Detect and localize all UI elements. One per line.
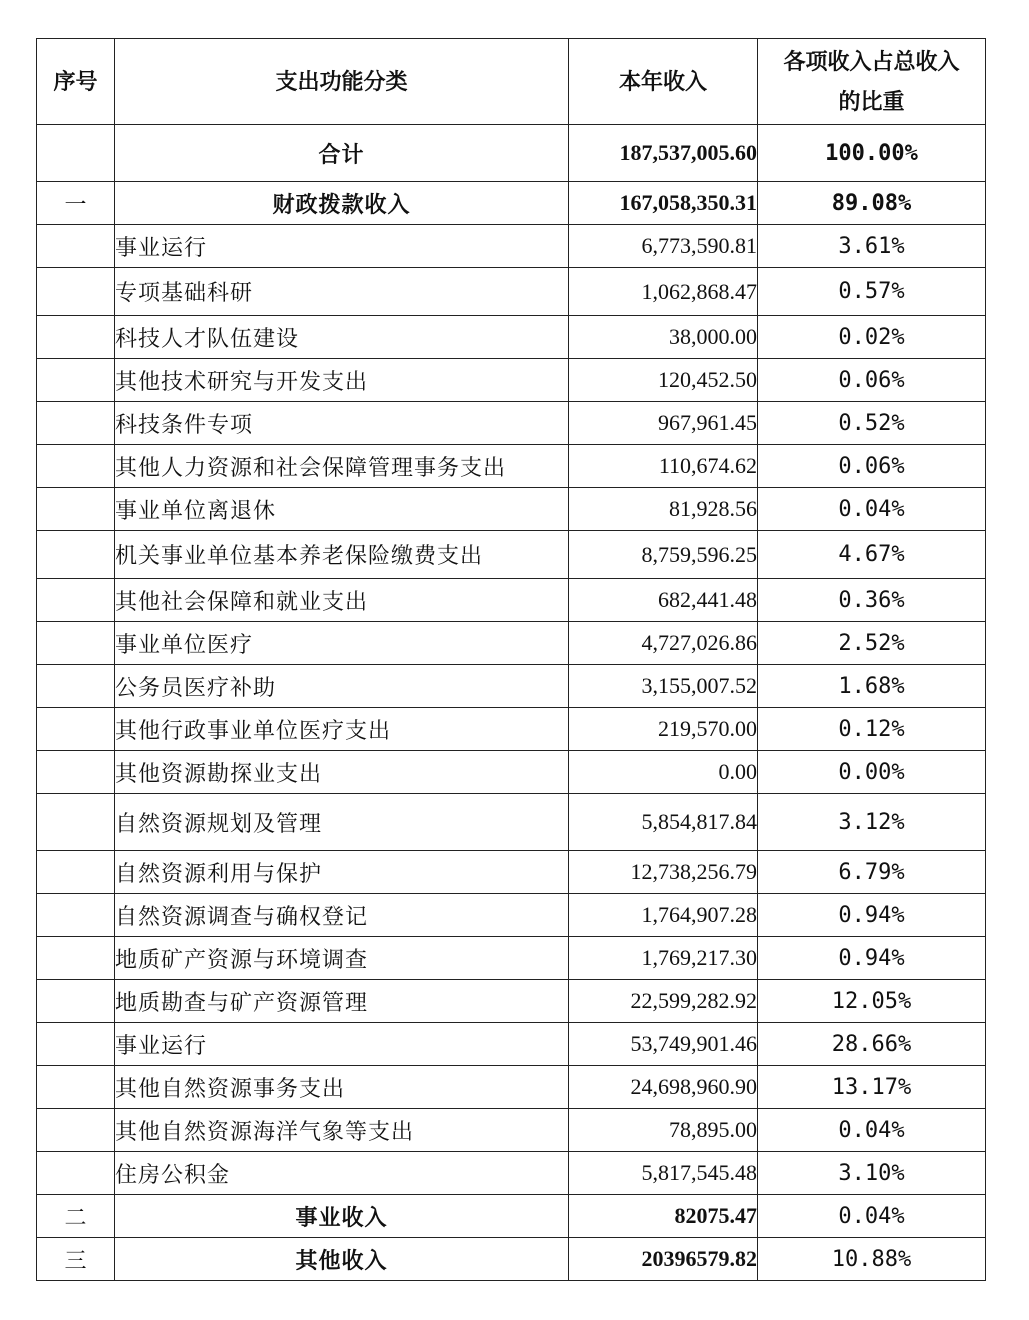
- header-income: 本年收入: [569, 39, 758, 125]
- item-seq: [37, 894, 115, 937]
- item-income: 38,000.00: [569, 316, 758, 359]
- item-ratio: 0.00%: [758, 751, 986, 794]
- section-row-2: [37, 1195, 986, 1238]
- section-category: 事业收入: [115, 1195, 569, 1238]
- item-seq: [37, 402, 115, 445]
- item-row: [37, 937, 986, 980]
- total-seq: [37, 125, 115, 182]
- item-seq: [37, 794, 115, 851]
- item-seq: [37, 851, 115, 894]
- item-ratio: 0.57%: [758, 268, 986, 316]
- item-ratio: 0.52%: [758, 402, 986, 445]
- item-category: 住房公积金: [115, 1152, 569, 1195]
- item-ratio: 3.12%: [758, 794, 986, 851]
- item-seq: [37, 1023, 115, 1066]
- item-category: 其他人力资源和社会保障管理事务支出: [115, 445, 569, 488]
- item-row: [37, 980, 986, 1023]
- item-income: 120,452.50: [569, 359, 758, 402]
- item-ratio: 1.68%: [758, 665, 986, 708]
- item-ratio: 0.94%: [758, 937, 986, 980]
- item-seq: [37, 1109, 115, 1152]
- item-seq: [37, 937, 115, 980]
- item-seq: [37, 708, 115, 751]
- item-category: 地质勘查与矿产资源管理: [115, 980, 569, 1023]
- item-category: 其他资源勘探业支出: [115, 751, 569, 794]
- section-row-3: [37, 1238, 986, 1281]
- item-category: 公务员医疗补助: [115, 665, 569, 708]
- item-category: 科技人才队伍建设: [115, 316, 569, 359]
- item-category: 地质矿产资源与环境调查: [115, 937, 569, 980]
- item-row: [37, 402, 986, 445]
- item-category: 事业单位离退休: [115, 488, 569, 531]
- item-seq: [37, 622, 115, 665]
- item-category: 其他自然资源事务支出: [115, 1066, 569, 1109]
- item-row: [37, 794, 986, 851]
- section-seq: 一: [37, 182, 115, 225]
- item-row: [37, 1023, 986, 1066]
- item-income: 22,599,282.92: [569, 980, 758, 1023]
- section-ratio: 0.04%: [758, 1195, 986, 1238]
- item-row: [37, 1109, 986, 1152]
- item-ratio: 12.05%: [758, 980, 986, 1023]
- item-income: 53,749,901.46: [569, 1023, 758, 1066]
- item-ratio: 3.10%: [758, 1152, 986, 1195]
- section-income: 20396579.82: [569, 1238, 758, 1281]
- item-row: [37, 316, 986, 359]
- item-category: 专项基础科研: [115, 268, 569, 316]
- item-ratio: 0.04%: [758, 488, 986, 531]
- item-seq: [37, 531, 115, 579]
- item-seq: [37, 225, 115, 268]
- item-category: 自然资源利用与保护: [115, 851, 569, 894]
- header-ratio: [758, 39, 986, 125]
- item-ratio: 0.02%: [758, 316, 986, 359]
- section-ratio: 10.88%: [758, 1238, 986, 1281]
- item-income: 110,674.62: [569, 445, 758, 488]
- item-row: [37, 665, 986, 708]
- item-income: 6,773,590.81: [569, 225, 758, 268]
- section-income: 167,058,350.31: [569, 182, 758, 225]
- item-category: 自然资源调查与确权登记: [115, 894, 569, 937]
- header-row: [37, 39, 986, 125]
- item-ratio: 28.66%: [758, 1023, 986, 1066]
- item-seq: [37, 665, 115, 708]
- item-seq: [37, 316, 115, 359]
- item-row: [37, 225, 986, 268]
- item-income: 81,928.56: [569, 488, 758, 531]
- header-ratio-line2: 的比重: [838, 88, 905, 115]
- item-ratio: 0.12%: [758, 708, 986, 751]
- section-category: 财政拨款收入: [115, 182, 569, 225]
- item-income: 3,155,007.52: [569, 665, 758, 708]
- item-income: 8,759,596.25: [569, 531, 758, 579]
- item-row: [37, 445, 986, 488]
- item-category: 其他社会保障和就业支出: [115, 579, 569, 622]
- item-seq: [37, 488, 115, 531]
- item-row: [37, 622, 986, 665]
- item-income: 5,854,817.84: [569, 794, 758, 851]
- item-seq: [37, 579, 115, 622]
- item-income: 682,441.48: [569, 579, 758, 622]
- section-seq: 三: [37, 1238, 115, 1281]
- item-income: 1,062,868.47: [569, 268, 758, 316]
- total-category: 合计: [115, 125, 569, 182]
- section-row-1: [37, 182, 986, 225]
- item-ratio: 0.36%: [758, 579, 986, 622]
- item-ratio: 13.17%: [758, 1066, 986, 1109]
- item-category: 事业运行: [115, 1023, 569, 1066]
- item-row: [37, 851, 986, 894]
- item-income: 24,698,960.90: [569, 1066, 758, 1109]
- item-ratio: 3.61%: [758, 225, 986, 268]
- item-income: 5,817,545.48: [569, 1152, 758, 1195]
- item-ratio: 2.52%: [758, 622, 986, 665]
- section-seq: 二: [37, 1195, 115, 1238]
- item-category: 其他行政事业单位医疗支出: [115, 708, 569, 751]
- total-income: 187,537,005.60: [569, 125, 758, 182]
- item-income: 967,961.45: [569, 402, 758, 445]
- item-row: [37, 531, 986, 579]
- income-table: [36, 38, 986, 1281]
- items-body: [37, 225, 986, 1195]
- item-seq: [37, 980, 115, 1023]
- item-seq: [37, 268, 115, 316]
- item-row: [37, 1152, 986, 1195]
- item-category: 自然资源规划及管理: [115, 794, 569, 851]
- header-category: 支出功能分类: [115, 39, 569, 125]
- item-row: [37, 1066, 986, 1109]
- item-income: 0.00: [569, 751, 758, 794]
- item-category: 事业单位医疗: [115, 622, 569, 665]
- item-income: 219,570.00: [569, 708, 758, 751]
- section-category: 其他收入: [115, 1238, 569, 1281]
- item-seq: [37, 1152, 115, 1195]
- item-income: 1,764,907.28: [569, 894, 758, 937]
- item-row: [37, 579, 986, 622]
- item-ratio: 0.04%: [758, 1109, 986, 1152]
- item-category: 其他自然资源海洋气象等支出: [115, 1109, 569, 1152]
- total-ratio: 100.00%: [758, 125, 986, 182]
- item-seq: [37, 1066, 115, 1109]
- item-income: 12,738,256.79: [569, 851, 758, 894]
- header-ratio-line1: 各项收入占总收入: [783, 48, 960, 75]
- item-category: 其他技术研究与开发支出: [115, 359, 569, 402]
- item-ratio: 0.94%: [758, 894, 986, 937]
- item-category: 事业运行: [115, 225, 569, 268]
- item-seq: [37, 445, 115, 488]
- item-row: [37, 268, 986, 316]
- item-row: [37, 708, 986, 751]
- item-ratio: 6.79%: [758, 851, 986, 894]
- item-ratio: 0.06%: [758, 445, 986, 488]
- item-category: 科技条件专项: [115, 402, 569, 445]
- item-income: 1,769,217.30: [569, 937, 758, 980]
- item-row: [37, 359, 986, 402]
- item-income: 4,727,026.86: [569, 622, 758, 665]
- item-row: [37, 488, 986, 531]
- item-seq: [37, 751, 115, 794]
- header-seq: 序号: [37, 39, 115, 125]
- item-seq: [37, 359, 115, 402]
- total-row: [37, 125, 986, 182]
- section-income: 82075.47: [569, 1195, 758, 1238]
- item-income: 78,895.00: [569, 1109, 758, 1152]
- item-row: [37, 894, 986, 937]
- item-ratio: 0.06%: [758, 359, 986, 402]
- item-row: [37, 751, 986, 794]
- item-category: 机关事业单位基本养老保险缴费支出: [115, 531, 569, 579]
- section-ratio: 89.08%: [758, 182, 986, 225]
- item-ratio: 4.67%: [758, 531, 986, 579]
